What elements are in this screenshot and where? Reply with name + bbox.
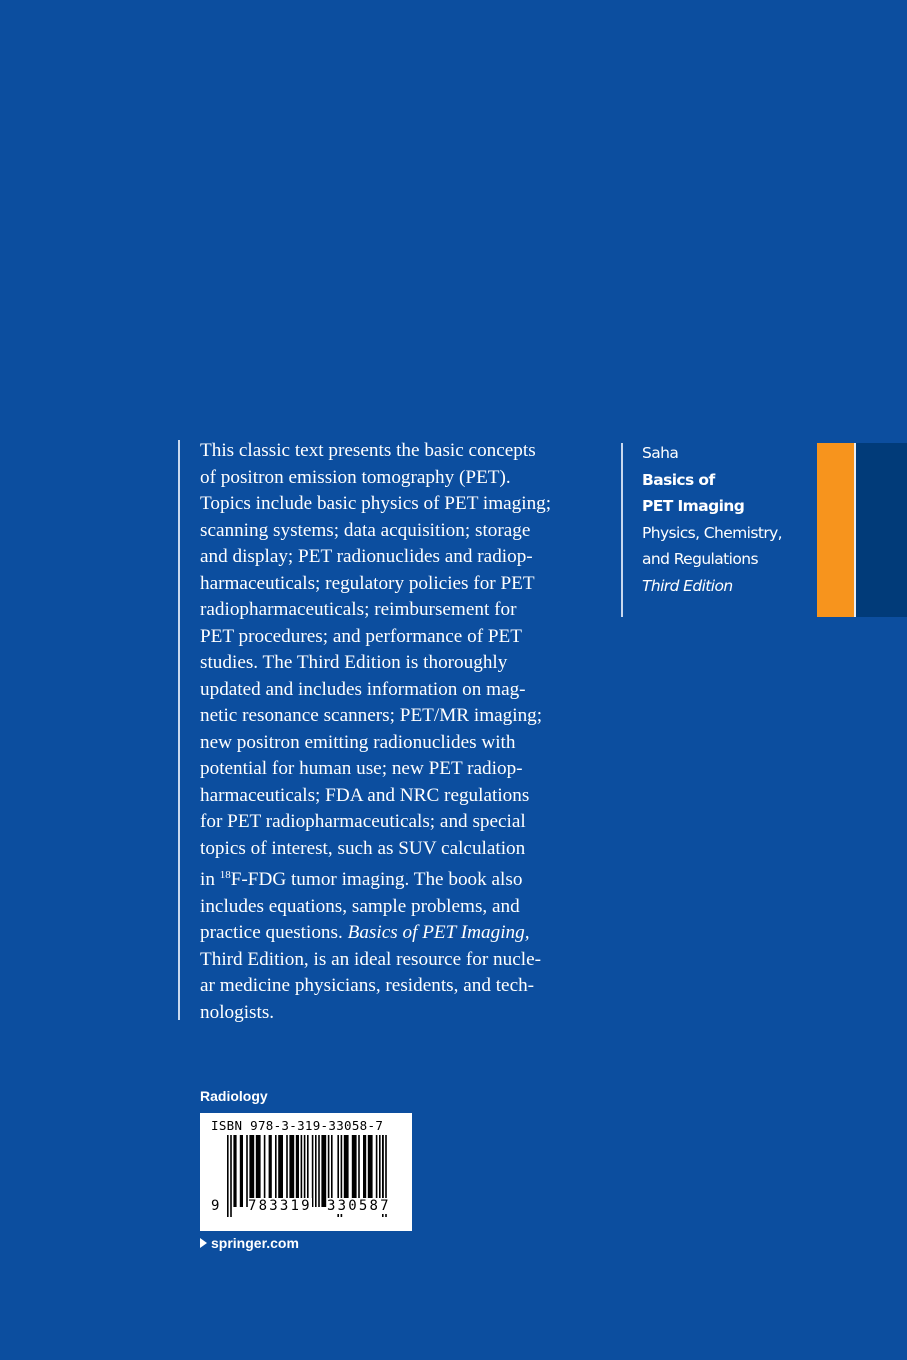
barcode-bar: [376, 1135, 378, 1207]
blurb-line: [200, 756, 600, 783]
blurb-line: [200, 973, 600, 1000]
barcode-bar: [296, 1135, 299, 1207]
blurb-text: ar medicine physicians, residents, and tech-: [200, 975, 535, 996]
blurb-text: potential for human use; new PET radiop-: [200, 758, 523, 779]
blurb-text: scanning systems; data acquisition; storage: [200, 519, 531, 541]
barcode-bar: [307, 1135, 309, 1207]
barcode-bar: [379, 1135, 381, 1207]
blurb-line: [200, 465, 600, 492]
barcode-bar: [289, 1135, 294, 1207]
author: Saha: [642, 444, 679, 462]
barcode-bar: [312, 1135, 314, 1207]
barcode-digits-1: 783319: [248, 1198, 312, 1214]
blurb-line: [200, 491, 600, 518]
blurb-line: [200, 518, 600, 545]
barcode-bar: [278, 1135, 283, 1207]
barcode-bar: [301, 1135, 303, 1207]
barcode-bar: [275, 1135, 277, 1207]
edition: Third Edition: [642, 576, 733, 595]
title-line-2: PET Imaging: [642, 497, 745, 515]
blurb-line: [200, 624, 600, 651]
barcode-bar: [256, 1135, 261, 1207]
blurb-line: [200, 862, 600, 894]
title-line-1: Basics of: [642, 470, 715, 489]
blurb-text: in: [200, 869, 220, 890]
blurb-text: of positron emission tomography (PET).: [200, 466, 511, 488]
orange-color-bar: [817, 443, 854, 617]
blurb-line: [200, 438, 600, 465]
subtitle-line-1: Physics, Chemistry,: [642, 523, 782, 542]
barcode-bar: [344, 1135, 349, 1207]
dark-blue-color-bar: [856, 443, 907, 617]
barcode-bar: [368, 1135, 373, 1207]
arrow-icon: [200, 1238, 207, 1248]
blurb-line: [200, 920, 600, 947]
barcode-bar: [227, 1135, 229, 1217]
barcode-bar: [286, 1135, 288, 1207]
blurb-text: and display; PET radionuclides and radiop-: [200, 546, 533, 567]
barcode-bar: [249, 1135, 254, 1207]
barcode-bar: [304, 1135, 306, 1207]
blurb-text: PET procedures; and performance of PET: [200, 625, 522, 647]
blurb-line: [200, 809, 600, 836]
barcode-bar: [233, 1135, 236, 1207]
blurb-line: [200, 894, 600, 921]
blurb-text: radiopharmaceuticals; reimbursement for: [200, 599, 517, 620]
barcode-bar: [264, 1135, 266, 1207]
isbn-label: ISBN 978-3-319-33058-7: [211, 1118, 384, 1133]
blurb-line: [200, 947, 600, 974]
blurb-line: [200, 783, 600, 810]
book-info: [642, 440, 782, 599]
blurb-text: topics of interest, such as SUV calculation: [200, 837, 526, 859]
title-divider: [621, 443, 623, 617]
blurb-line: [200, 836, 600, 863]
barcode-bar: [240, 1135, 243, 1207]
barcode-bar: [358, 1135, 360, 1207]
barcode-bar: [318, 1135, 320, 1207]
blurb-line: [200, 730, 600, 757]
barcode-bar: [328, 1135, 330, 1207]
blurb-line: [200, 677, 600, 704]
blurb-text: studies. The Third Edition is thoroughly: [200, 652, 508, 673]
superscript: 18: [219, 869, 231, 881]
blurb-text: F-FDG tumor imaging. The book also: [230, 869, 523, 890]
blurb-divider: [178, 440, 180, 1020]
blurb-line: [200, 650, 600, 677]
website-link[interactable]: [200, 1235, 299, 1251]
blurb-text: This classic text presents the basic concepts: [200, 440, 536, 461]
website-text: springer.com: [211, 1235, 299, 1251]
barcode-bar: [269, 1135, 272, 1207]
isbn-barcode: [200, 1113, 412, 1231]
blurb-text: Topics include basic physics of PET imaging;: [200, 493, 552, 514]
blurb-text: harmaceuticals; regulatory policies for PET: [200, 572, 535, 594]
barcode-lead-digit: 9: [211, 1198, 222, 1214]
blurb-text: Basics of PET Imaging,: [347, 922, 530, 943]
blurb-line: [200, 703, 600, 730]
blurb-text: Third Edition, is an ideal resource for nucle-: [200, 948, 541, 970]
blurb-text: for PET radiopharmaceuticals; and special: [200, 811, 526, 832]
blurb-text: new positron emitting radionuclides with: [200, 731, 516, 753]
blurb-text: harmaceuticals; FDA and NRC regulations: [200, 784, 530, 806]
barcode-digits-2: 330587: [327, 1198, 391, 1214]
blurb-line: [200, 1000, 600, 1027]
blurb-line: [200, 544, 600, 571]
blurb-text: updated and includes information on mag-: [200, 678, 526, 700]
blurb-line: [200, 571, 600, 598]
barcode-bar: [321, 1135, 326, 1207]
subtitle-line-2: and Regulations: [642, 550, 758, 568]
subject-category: Radiology: [200, 1088, 268, 1104]
barcode-bar: [246, 1135, 248, 1207]
barcode-bar: [230, 1135, 232, 1217]
barcode-bar: [331, 1135, 333, 1207]
barcode-bar: [352, 1135, 357, 1207]
blurb-text: netic resonance scanners; PET/MR imaging;: [200, 705, 543, 726]
barcode-bar: [363, 1135, 366, 1207]
blurb-line: [200, 597, 600, 624]
blurb-text: includes equations, sample problems, and: [200, 895, 520, 917]
barcode-bar: [315, 1135, 317, 1207]
blurb-text: nologists.: [200, 1001, 275, 1023]
back-cover-blurb: [200, 438, 600, 1026]
blurb-text: practice questions.: [200, 922, 348, 943]
